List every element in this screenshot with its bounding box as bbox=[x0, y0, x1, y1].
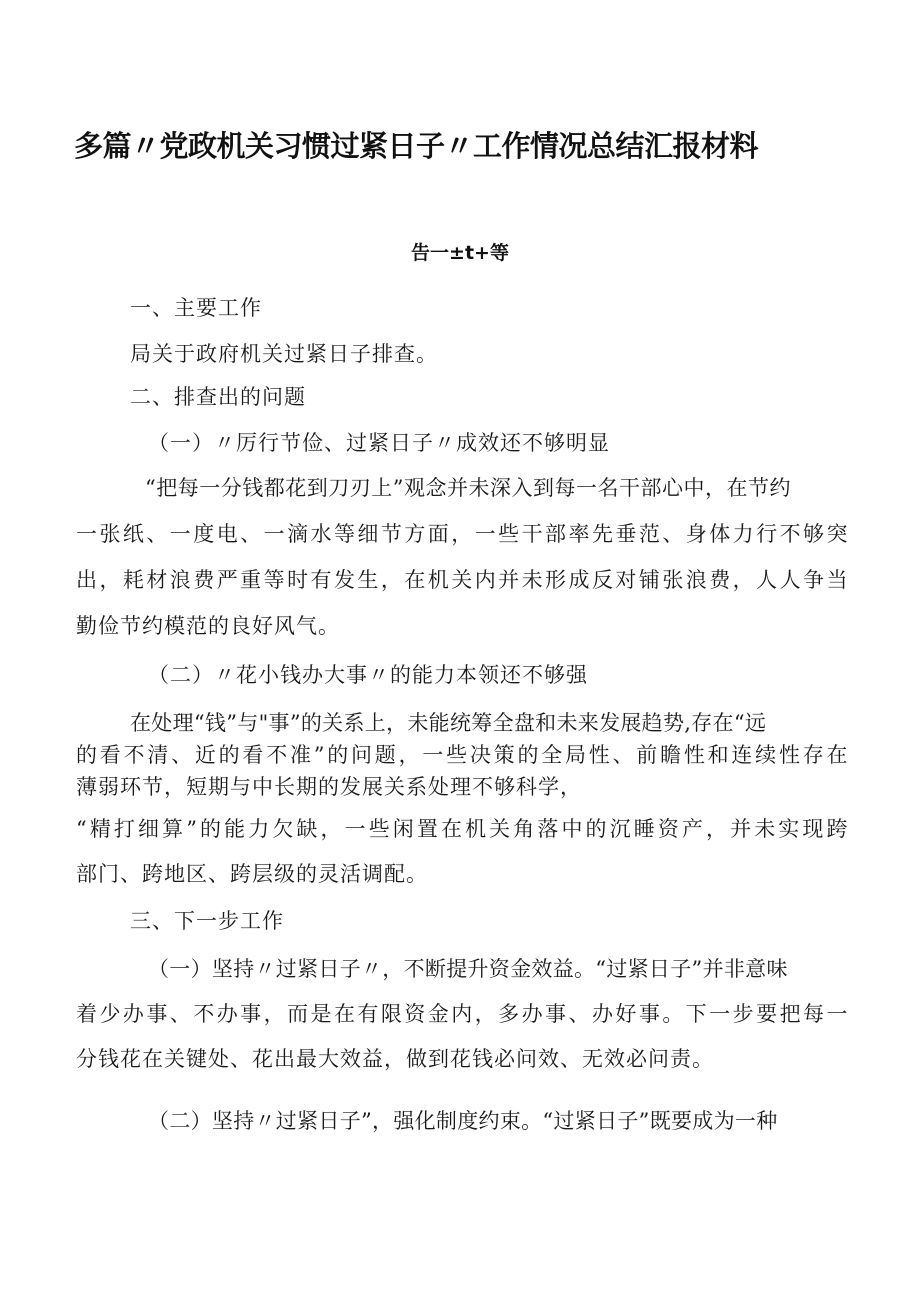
paragraph-line: 的看不清、近的看不准”的问题，一些决策的全局性、前瞻性和连续性存在 bbox=[76, 743, 848, 767]
paragraph-line: “精打细算”的能力欠缺，一些闲置在机关角落中的沉睡资产，并未实现跨 bbox=[76, 817, 848, 841]
paragraph-line: 部门、跨地区、跨层级的灵活调配。 bbox=[76, 862, 428, 886]
paragraph-line: “把每一分钱都花到刀刃上”观念并未深入到每一名干部心中，在节约 bbox=[145, 476, 791, 500]
paragraph-line: 一张纸、一度电、一滴水等细节方面，一些干部率先垂范、身体力行不够突 bbox=[76, 522, 848, 546]
section-text-main-work: 局关于政府机关过紧日子排查。 bbox=[130, 342, 438, 366]
document-subtitle: 告一±t+等 bbox=[411, 242, 509, 264]
paragraph-line: 出，耗材浪费严重等时有发生，在机关内并未形成反对铺张浪费，人人争当 bbox=[76, 568, 848, 592]
section-heading-next-steps: 三、下一步工作 bbox=[130, 909, 284, 933]
section-heading-main-work: 一、主要工作 bbox=[130, 296, 262, 320]
paragraph-line: 薄弱环节，短期与中长期的发展关系处理不够科学， bbox=[76, 775, 582, 799]
paragraph-line: 勤俭节约模范的良好风气。 bbox=[76, 614, 340, 638]
paragraph-line: 分钱花在关键处、花出最大效益，做到花钱必问效、无效必问责。 bbox=[76, 1047, 714, 1071]
paragraph-line: （一）坚持〃过紧日子〃，不断提升资金效益。“过紧日子”并非意味 bbox=[148, 957, 788, 981]
paragraph-line: 在处理“钱”与"事”的关系上，未能统筹全盘和未来发展趋势,存在“远 bbox=[130, 711, 767, 735]
paragraph-line: （二）坚持〃过紧日子”，强化制度约束。“过紧日子”既要成为一种 bbox=[148, 1109, 778, 1133]
subsection-heading-frugality: （一）〃厉行节俭、过紧日子〃成效还不够明显 bbox=[148, 431, 610, 455]
section-heading-problems: 二、排查出的问题 bbox=[130, 385, 306, 409]
document-title: 多篇〃党政机关习惯过紧日子〃工作情况总结汇报材料 bbox=[74, 129, 759, 163]
subsection-heading-capability: （二）〃花小钱办大事〃的能力本领还不够强 bbox=[148, 663, 588, 687]
paragraph-line: 着少办事、不办事，而是在有限资金内，多办事、办好事。下一步要把每一 bbox=[76, 1002, 848, 1026]
